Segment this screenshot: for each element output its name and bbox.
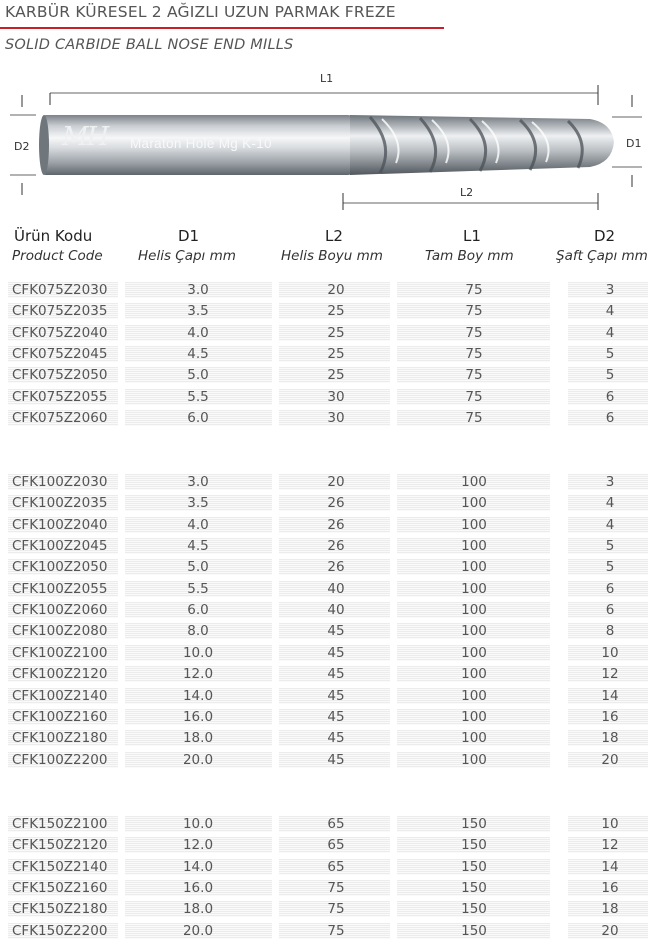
shank-diameter-cell: 16	[601, 708, 619, 725]
helix-length-cell: 20	[327, 474, 345, 490]
helix-diameter-cell: 16.0	[182, 880, 214, 897]
helix-length-cell: 75	[327, 901, 345, 918]
page-subtitle: SOLID CARBIDE BALL NOSE END MILLS	[5, 37, 294, 53]
product-code-cell: CFK100Z2055	[12, 580, 108, 597]
shank-diameter-cell: 18	[601, 901, 619, 918]
total-length-cell: 150	[461, 858, 487, 875]
dimension-d2-label: D2	[14, 140, 30, 153]
shank-diameter-cell: 6	[605, 410, 615, 427]
shank-diameter-cell: 12	[601, 837, 619, 854]
tool-engraving: Maraton Hole Mg K-10	[130, 136, 272, 151]
total-length-cell: 150	[461, 901, 487, 918]
total-length-cell: 100	[461, 602, 487, 619]
product-code-cell: CFK100Z2160	[12, 708, 108, 725]
total-length-cell: 100	[461, 666, 487, 683]
helix-length-cell: 75	[327, 880, 345, 897]
helix-length-cell: 45	[327, 751, 345, 768]
helix-diameter-cell: 18.0	[182, 901, 214, 918]
shank-diameter-cell: 3	[605, 282, 615, 298]
product-code-cell: CFK100Z2140	[12, 687, 108, 704]
helix-diameter-cell: 20.0	[182, 922, 214, 939]
helix-diameter-cell: 16.0	[182, 708, 214, 725]
total-length-cell: 150	[461, 880, 487, 897]
shank-diameter-cell: 5	[605, 538, 615, 555]
shank-diameter-cell: 10	[601, 644, 619, 661]
product-code-cell: CFK100Z2080	[12, 623, 108, 640]
total-length-cell: 75	[465, 346, 483, 363]
product-code-cell: CFK100Z2100	[12, 644, 108, 661]
helix-diameter-cell: 20.0	[182, 751, 214, 768]
product-code-cell: CFK150Z2100	[12, 816, 108, 832]
product-code-cell: CFK100Z2050	[12, 559, 108, 576]
total-length-cell: 75	[465, 388, 483, 405]
helix-length-cell: 45	[327, 687, 345, 704]
shank-diameter-cell: 4	[605, 516, 615, 533]
product-code-cell: CFK100Z2035	[12, 495, 108, 512]
helix-length-cell: 45	[327, 644, 345, 661]
title-divider	[0, 27, 444, 29]
shank-diameter-cell: 20	[601, 751, 619, 768]
total-length-cell: 100	[461, 687, 487, 704]
shank-diameter-cell: 5	[605, 559, 615, 576]
helix-length-cell: 45	[327, 730, 345, 747]
shank-diameter-cell: 5	[605, 367, 615, 384]
shank-diameter-cell: 14	[601, 687, 619, 704]
total-length-cell: 100	[461, 644, 487, 661]
shank-diameter-cell: 8	[605, 623, 615, 640]
product-code-cell: CFK075Z2035	[12, 303, 108, 320]
helix-diameter-cell: 4.0	[187, 516, 209, 533]
product-code-cell: CFK100Z2200	[12, 751, 108, 768]
product-code-cell: CFK100Z2060	[12, 602, 108, 619]
dimension-d1-label: D1	[626, 137, 642, 150]
col-subheader-l2: Helis Boyu mm	[281, 248, 383, 264]
helix-length-cell: 25	[327, 346, 345, 363]
helix-diameter-cell: 4.0	[187, 324, 209, 341]
shank-diameter-cell: 3	[605, 474, 615, 490]
helix-diameter-cell: 5.0	[187, 559, 209, 576]
col-subheader-l1: Tam Boy mm	[425, 248, 514, 264]
helix-length-cell: 26	[327, 559, 345, 576]
helix-length-cell: 45	[327, 708, 345, 725]
helix-diameter-cell: 6.0	[187, 410, 209, 427]
shank-diameter-cell: 10	[601, 816, 619, 832]
helix-length-cell: 25	[327, 367, 345, 384]
product-code-cell: CFK075Z2030	[12, 282, 108, 298]
total-length-cell: 150	[461, 837, 487, 854]
helix-length-cell: 25	[327, 303, 345, 320]
total-length-cell: 100	[461, 751, 487, 768]
helix-diameter-cell: 5.0	[187, 367, 209, 384]
product-code-cell: CFK100Z2030	[12, 474, 108, 490]
product-code-cell: CFK075Z2045	[12, 346, 108, 363]
helix-diameter-cell: 14.0	[182, 687, 214, 704]
total-length-cell: 100	[461, 474, 487, 490]
helix-diameter-cell: 5.5	[187, 580, 209, 597]
helix-length-cell: 26	[327, 495, 345, 512]
helix-diameter-cell: 14.0	[182, 858, 214, 875]
helix-diameter-cell: 12.0	[182, 837, 214, 854]
col-header-code: Ürün Kodu	[14, 227, 93, 245]
helix-length-cell: 65	[327, 837, 345, 854]
total-length-cell: 75	[465, 282, 483, 298]
helix-diameter-cell: 10.0	[182, 644, 214, 661]
helix-length-cell: 20	[327, 282, 345, 298]
col-header-d1: D1	[178, 227, 200, 245]
helix-length-cell: 30	[327, 388, 345, 405]
helix-length-cell: 45	[327, 666, 345, 683]
product-code-cell: CFK150Z2180	[12, 901, 108, 918]
total-length-cell: 150	[461, 922, 487, 939]
col-header-l1: L1	[463, 227, 481, 245]
shank-diameter-cell: 4	[605, 303, 615, 320]
helix-diameter-cell: 4.5	[187, 538, 209, 555]
product-code-cell: CFK075Z2055	[12, 388, 108, 405]
shank-diameter-cell: 4	[605, 495, 615, 512]
product-code-cell: CFK075Z2040	[12, 324, 108, 341]
col-subheader-code: Product Code	[12, 248, 103, 264]
helix-length-cell: 75	[327, 922, 345, 939]
total-length-cell: 75	[465, 410, 483, 427]
helix-diameter-cell: 3.5	[187, 495, 209, 512]
product-code-cell: CFK075Z2050	[12, 367, 108, 384]
helix-diameter-cell: 6.0	[187, 602, 209, 619]
product-code-cell: CFK100Z2040	[12, 516, 108, 533]
helix-diameter-cell: 10.0	[182, 816, 214, 832]
helix-length-cell: 40	[327, 602, 345, 619]
product-code-cell: CFK150Z2160	[12, 880, 108, 897]
helix-length-cell: 30	[327, 410, 345, 427]
total-length-cell: 100	[461, 516, 487, 533]
total-length-cell: 100	[461, 495, 487, 512]
helix-length-cell: 65	[327, 816, 345, 832]
helix-diameter-cell: 3.0	[187, 474, 209, 490]
total-length-cell: 75	[465, 324, 483, 341]
shank-diameter-cell: 5	[605, 346, 615, 363]
total-length-cell: 75	[465, 303, 483, 320]
col-subheader-d1: Helis Çapı mm	[138, 248, 236, 264]
shank-diameter-cell: 6	[605, 602, 615, 619]
total-length-cell: 75	[465, 367, 483, 384]
brand-logo: MH	[62, 122, 108, 152]
helix-length-cell: 40	[327, 580, 345, 597]
helix-diameter-cell: 3.5	[187, 303, 209, 320]
total-length-cell: 100	[461, 580, 487, 597]
col-header-d2: D2	[594, 227, 616, 245]
product-code-cell: CFK075Z2060	[12, 410, 108, 427]
shank-diameter-cell: 6	[605, 388, 615, 405]
shank-diameter-cell: 4	[605, 324, 615, 341]
product-code-cell: CFK100Z2120	[12, 666, 108, 683]
helix-diameter-cell: 18.0	[182, 730, 214, 747]
product-code-cell: CFK100Z2180	[12, 730, 108, 747]
shank-diameter-cell: 12	[601, 666, 619, 683]
helix-diameter-cell: 5.5	[187, 388, 209, 405]
shank-diameter-cell: 18	[601, 730, 619, 747]
product-code-cell: CFK150Z2140	[12, 858, 108, 875]
page-title: KARBÜR KÜRESEL 2 AĞIZLI UZUN PARMAK FREZE	[5, 3, 396, 21]
total-length-cell: 100	[461, 623, 487, 640]
product-code-cell: CFK150Z2200	[12, 922, 108, 939]
col-header-l2: L2	[325, 227, 343, 245]
total-length-cell: 100	[461, 730, 487, 747]
helix-length-cell: 26	[327, 538, 345, 555]
shank-diameter-cell: 14	[601, 858, 619, 875]
total-length-cell: 100	[461, 538, 487, 555]
product-code-cell: CFK150Z2120	[12, 837, 108, 854]
total-length-cell: 100	[461, 708, 487, 725]
helix-length-cell: 26	[327, 516, 345, 533]
helix-length-cell: 25	[327, 324, 345, 341]
helix-length-cell: 65	[327, 858, 345, 875]
shank-diameter-cell: 20	[601, 922, 619, 939]
total-length-cell: 150	[461, 816, 487, 832]
dimension-l1-label: L1	[320, 72, 334, 85]
helix-diameter-cell: 3.0	[187, 282, 209, 298]
col-subheader-d2: Şaft Çapı mm	[556, 248, 648, 264]
helix-length-cell: 45	[327, 623, 345, 640]
shank-diameter-cell: 6	[605, 580, 615, 597]
product-code-cell: CFK100Z2045	[12, 538, 108, 555]
helix-diameter-cell: 12.0	[182, 666, 214, 683]
helix-diameter-cell: 4.5	[187, 346, 209, 363]
dimension-l2-label: L2	[460, 186, 474, 199]
total-length-cell: 100	[461, 559, 487, 576]
shank-diameter-cell: 16	[601, 880, 619, 897]
helix-diameter-cell: 8.0	[187, 623, 209, 640]
